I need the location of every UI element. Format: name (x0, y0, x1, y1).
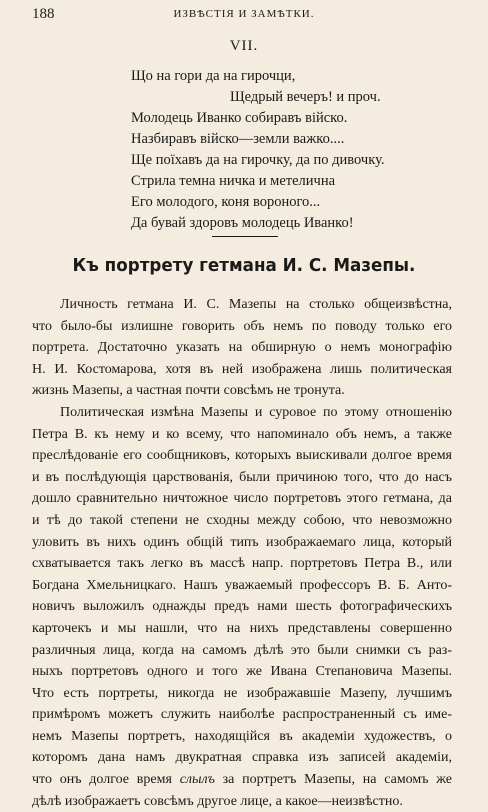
text-line: карточекъ и мы нашли, что на нихъ представлены совершенно (32, 620, 452, 636)
text-line: преслѣдованіе его сообщниковъ, которыхъ выискивали долгое время (32, 448, 452, 464)
poem-line: Его молодого, коня вороного... (131, 194, 321, 210)
text-line: дошло сравнительно ничтожное число портретовъ этого гетмана, да (32, 491, 452, 507)
poem-line: Да бувай здоровъ молодець Иванко! (131, 215, 354, 231)
text-line: Личность гетмана И. С. Мазепы на столько общеизвѣстна, (60, 297, 452, 312)
text-line: новичъ выложилъ однажды предъ нами шесть фотографическихъ (32, 599, 452, 615)
text-run: за портретъ Мазепы, на самомъ же (222, 772, 453, 788)
text-line: примѣромъ можетъ служить наиболѣе распространенный съ име- (32, 707, 452, 723)
text-line: и тѣ до такой степени не сходны между собою, что невозможно (32, 512, 452, 528)
poem-line: Щедрый вечеръ! и проч. (230, 89, 381, 105)
text-line: уловить въ нихъ одинъ общій типъ изображаемаго лица, который (32, 534, 452, 550)
article-title: Къ портрету гетмана И. С. Мазепы. (72, 255, 416, 276)
running-title: ИЗВѢСТІЯ И ЗАМѢТКИ. (173, 8, 315, 20)
article-body (32, 294, 452, 812)
text-line: что было-бы излишне говорить объ немъ по поводу только его (32, 318, 452, 334)
text-line: Н. И. Костомарова, хотя въ ней изображена лишь политическая (32, 361, 452, 377)
text-line (32, 769, 452, 791)
page-number: 188 (32, 6, 55, 22)
text-line: немъ Мазепы портретъ, находящійся въ академіи художествъ, о (32, 728, 452, 744)
text-line: схватывается такъ легко въ массѣ напр. портретовъ Петра В., или (32, 556, 452, 572)
poem-line: Що на гори да на гирочци, (131, 68, 296, 84)
text-line: и въ послѣдующія царствованія, были причиною того, что до насъ (32, 469, 452, 485)
text-line: жизнь Мазепы, а частная почти совсѣмъ не тронута. (32, 383, 345, 399)
section-divider (212, 236, 278, 237)
text-line: ныхъ портретовъ одного и того же Ивана Степановича Мазепы. (32, 664, 452, 680)
page-header (32, 6, 456, 26)
text-line: различныя лица, когда на самомъ дѣлѣ это были снимки съ раз- (32, 642, 452, 658)
poem-line: Ще поїхавъ да на гирочку, да по дивочку. (131, 152, 385, 168)
text-line: Политическая измѣна Мазепы и суровое по этому отношенію (60, 404, 452, 420)
text-line: портрета. Достаточно указать на обширную о немъ монографію (32, 340, 452, 356)
text-line: Богдана Хмельницкаго. Нашъ уважаемый профессоръ В. Б. Анто- (32, 577, 452, 593)
text-line: которомъ дана намъ двукратная справка изъ записей академіи, (32, 750, 452, 766)
poem-line: Назбиравъ війско—земли важко.... (131, 131, 345, 147)
poem-line: Молодець Иванко собиравъ війско. (131, 110, 348, 126)
paragraph (32, 294, 452, 402)
text-run: что онъ долгое время (32, 772, 172, 788)
paragraph (32, 402, 452, 812)
text-line: Петра В. къ нему и ко всему, что напоминало объ немъ, а также (32, 426, 452, 442)
poem-line: Стрила темна ничка и метелична (131, 173, 336, 189)
italic-word: слылъ (179, 772, 215, 788)
section-number: VII. (229, 38, 259, 54)
text-line: Что есть портреты, никогда не изображавшіе Мазепу, лучшимъ (32, 685, 452, 701)
text-line: дѣлѣ изображаетъ совсѣмъ другое лице, а какое—неизвѣстно. (32, 793, 403, 809)
